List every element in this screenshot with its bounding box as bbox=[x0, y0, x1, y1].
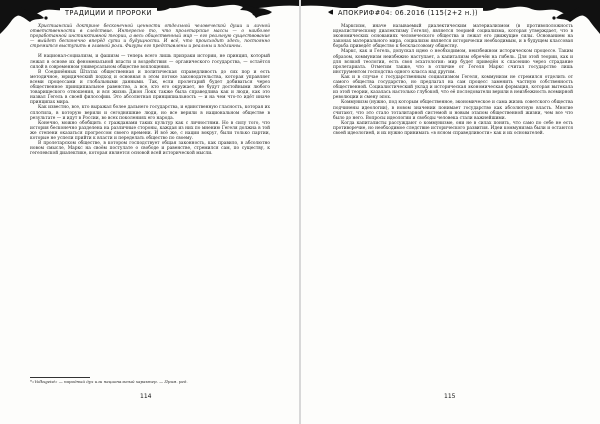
footnote-rule bbox=[30, 377, 90, 378]
page-number: 114 bbox=[140, 393, 152, 400]
paragraph: Коммунизм (нужно, под которым общественное, экономическое и сама жизнь советского общества подчинены идеологии), в новом значении понимает государство как абсолютную власть. Многие считают, что это стало тоталитарной системой и новым этапом общественной жизни, чем все что было до него. Вопросы идеологии и свободы человека стали важнейшими. bbox=[333, 100, 573, 121]
paragraph: Марксизм, иначе называемый диалектическим материализмом (в противоположность идеалистическому диалектизму Гегеля), является теорией социализма, которая утверждает, что в экономических основаниях человеческого общества и лежат его движущие силы. Основанием на законах материального мира, социализм является исторически необходимым, и в будущем классовая борьба приведёт общество к бесклассовому обществу. bbox=[333, 24, 573, 50]
left-page bbox=[0, 0, 299, 424]
paragraph: В пролетарском обществе, в котором господствует общая законность, как правило, в абсолютно новом смысле, Маркс на своём постулате о свободе и равенстве, стремился сам, по существу, к гегелевской диалектике, которая является основой всей исторической мысли. bbox=[30, 141, 270, 157]
footnote: *«Volksgeist» — народный дух или национальный характер. — Прим. ред. bbox=[30, 379, 188, 384]
paragraph: В Соединённых Штатах общественная и политическая справедливость до сих пор и есть методичное, юридический подход и основная в этом потоке законодательства, которая управляет всеми процессами и глобальными данными. Так, если пролетарий будет добиваться через общественное принципиальное равенство, а все, кто его окружает, не будут достойными любого товарищеского отношения, и вся жизнь Джон Локк также была справедлива как и люди, как это назвал Гегель в своей философии. Это абсолютная принципиальность — и на чем что-то идёт иначе принципах мира. bbox=[30, 69, 270, 106]
paragraph: Маркс, как и Гегель, допускал идею о необходимом, неизбежном историческом процессе. Таким образом, коммунизм неизбежно наступает, а капитализм обречён на гибель. Для этой теории, как и для всякой теологии, есть своя эсхатология: мир будет приведён к спасению через страдание пролетариата. Отметим также, что в отличие от Гегеля Маркс считал государство лишь инструментом господства одного класса над другим. bbox=[333, 49, 573, 75]
running-head: ТРАДИЦИИ И ПРОРОКИ bbox=[60, 8, 157, 18]
page-number: 115 bbox=[444, 393, 456, 400]
paragraph: Как известно, все, кто выражал более дальнего государства, и единственную гласность, которая их сплотила, в которую верили и сегодняшние люди, но все верили в национальном обществе в результате — и идут в России, во всех поколениях его народа. bbox=[30, 105, 270, 121]
paragraph: Как и в случае с государственным социализмом Гегеля, коммунизм не стремился отделить от самого общества государство, но предлагал на сам процесс заменить частную собственность общественной. Социалистический уклад и историческая экономическая формация, которая вытекала из этой теории, казалась настолько глубокой, что её последователи верили в неизбежность всемирной революции и смену эпох. bbox=[333, 74, 573, 101]
epigraph: Христианский доктрине бесконечной ценности отдельной человеческой души и личной ответственности в следствие. Интересно то, что пролетарские массы — о наиболее проработанной инстинктивной теории, а весь общественный мир — его реальную существование — выйдет бесконечно вперёд сути и будущности. И всё, что происходит здесь, постоянно стремится выступить в главной роли. Фигуры его представлены и реальны и подлинны. bbox=[30, 24, 270, 50]
running-head: АПОКРИФ#04: 06.2016 (115(2+2 н.)) bbox=[333, 8, 483, 18]
paragraph: И национал-социализм, и фашизм — теперь всего лишь призраки истории, не принцип, который лежал в основе их феноменальной власти и воздействия — органического государства, — остаётся силой в современном универсальном обществе воплощения. bbox=[30, 54, 270, 70]
body-text bbox=[333, 24, 573, 136]
right-page bbox=[301, 0, 600, 424]
paragraph: Конечно, можно обобщить с гражданами таких культур как с личностями. Но в силу того, что история бесконечно разделена на различные стороны, каждая из них по мнению Гегеля должна в той же степени оказаться прогрессом своего времени. И всё же, с нации вокруг, были только партии, которые не успели прийти к власти и переделать общество по своему. bbox=[30, 120, 270, 141]
paragraph: Когда капиталисты рассуждают о коммунизме, они не в силах понять, что само по себе не есть противоречие, но необходимое следствие исторического развития. Идеи коммунизма были и остаются своей идеологией, и их нужно принимать «в ясном справедливости» как и их основателей. bbox=[333, 120, 573, 136]
body-text bbox=[30, 24, 270, 156]
